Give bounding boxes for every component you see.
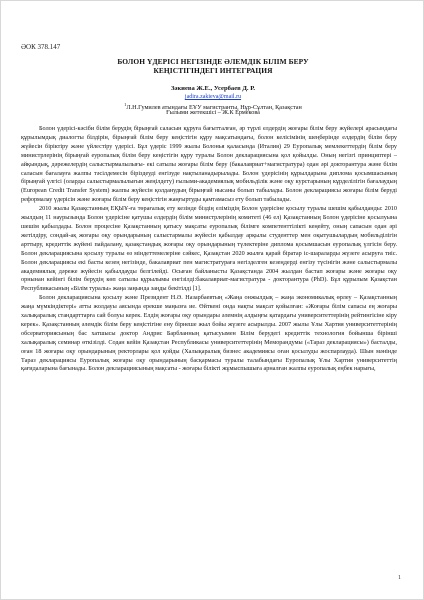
title-line-2: КЕҢІСТІГІНДЕГІ ИНТЕГРАЦИЯ	[153, 66, 273, 75]
affiliation-superscript: 1	[124, 102, 127, 107]
paragraph-3: Болон декларациясына қосылу және Президент Н.Ә. Назарбаевтың «Жаңа онжылдық – жаңа экономикалық өрлеу – Қазақстанның жаңа мүмкіндіктері» атты жолдауы аясында ерекше маңызға ие. Өйткені онда нақты мақсат қойылған: «Жоғары білім сапасы ең жоғары халықаралық стандарттарға сай болуы керек. Елдің жоғары оқу орындары әлемнің алдыңғы қатардағы университеттерінің рейтингісіне кіру керек». Қазақстанның әлемдік білім беру кеңістігіне ену бірнеше жыл бойы жүзеге асырылды. 2007 жылы Ұлы Хартия университеттерінің обсерваториясының бас хатшысы доктор Андрис Барбланның қатысуымен Білім берудегі кредиттік технология бойынша бірінші халықаралық семинар өткізілді. Содан кейін Қазақстан Республикасы университеттерінің Меморандумы («Тараз декларациясы») басталды, оған 18 жоғары оқу орындарының ректорлары қол қойды (Халықаралық бизнес академиясы оған қосылуды жоспарлауда). Шын мәнінде Тараз декларациясы Еуропалық жоғары оқу орындарының басқармасы туралы талабындағы Еуропалық Ұлы Хартия университеттің қағидаларына бағынады. Болон декларациясының мақсаты - жоғары білікті жұмыспышыға арналған жалпы еуропалық еңбек нарығы,	[21, 294, 397, 373]
paragraph-1: Болон үдерісі-кәсіби білім берудің бірыңғай саласын құруға бағытталған, әр түрлі елдердің жоғары білім беру жүйелері арасындағы құрылымдық диалогты білдірін, бірыңғай білім беру кеңістігін құру мақсатындағы, болон келісімінің шеңберінде елдердің білім беру жүйесін біріктіру және үйлестіру үдерісі. Бұл үдеріс 1999 жылы Болонья қаласында (Италия) 29 Еуропалық мемлекеттердің білім беру министрлерінің бірыңғай еуропалық білім беру кеңістігін құру туралы Болон декларациясына қол қойылды. Оның негізгі принциптері – айқындық, дәрежелердің салыстырмалылығы- екі сатылы жоғары білім беру (бакалавриат+магистратура) одан әрі докторантура және білім саласын бағалауға жалпы тәсілдемесін біріздеуді енгізуде нақтыланадырылады. Болон үдерісінің құрылдарына диплома қосымшасының бірыңғай үлгісі (оларды салыстырмалылығын жеңілдету) ғылыми-академиялық мобильділік және оқу курстарының кұрделілігін бағалаудың (European Credit Transfer System) жалпы жүйесін қолданудың бірыңғай нысаны болып табылады. Болон декларациясы жоғары білім беруді реформалау үдерісін және жоғары білім беру кеңістігін жаңғыртуды қамтамасыз ету болып табылады.	[21, 125, 397, 204]
paragraph-2: 2010 жылы Қазақстанның ЕҚЫҰ-ға төрағалық ету кезінде біздің еліміздің Болон үдерісіне қосылу туралы шешім қабылданды: 2010 жылдың 11 наурызында Болон үдерісіне қатушы елдердің білім министрлерінің комитеті (46 ел) Қазақстанның Болон үдерісіне қосылуына шешім қабылдады. Болон процесіне Қазақстанның қатысу мақсаты еуропалық білімге компетенттілікті кеңейту, оның сапасын одан әрі жетілдіру, сондай-ақ жоғары оқу орындарының салыстармалы жүйесін қабылдау арқылы студенттер мен оқытушылардың мобильділігін арттыру, кредиттік жүйені пайдалану, қазақстандық жоғары оқу орындарының түлектеріне диплома қосымшасын еуропалық үлгісін беру. Болон декларациясына қосылу туралы өз міндеттемелеріне сәйкес, Қазақстан 2020 жылға қарай біратар іс-шараларды жүзеге асыруға тиіс. Болон декларациясы екі басты кезең негізінде, бакалавриат пен магистратураға негізделген кезеңдерді енгізу түсінігін және салыстырмалы академиялық дәреже жүйесін қабылдауды белгілейді. Осыған байланысты Қазақстанда 2004 жылдан бастап жоғары және жоғары оқу орнынан кейінгі білім берудің көп сатылы құрылымы енгізілді:бакалавриат-магистратура - докторантура (PhD). Бұл құрылым Қазақстан Республикасының «Білім туралы» жаңа заңында заңды бекітілді [1].	[21, 205, 397, 293]
author-names: Зәкиева Ж.Е., Усербаев Д. Р.	[170, 85, 256, 92]
body-text	[21, 125, 397, 374]
affiliation-text: Л.Н.Гумилев атындағы ЕҰУ магистранты, Нұр-Сұлтан, Қазақстан	[126, 104, 302, 112]
title-line-1: БОЛОН ҮДЕРІСІ НЕГІЗІНДЕ ӘЛЕМДІК БІЛІМ БЕРУ	[117, 57, 309, 66]
page-number: 1	[398, 575, 401, 581]
paper-title	[41, 57, 385, 75]
scientific-advisor: Ғылыми жетекшісі – Ж.К Ермекова	[166, 109, 260, 116]
author-email-link[interactable]: jadira.zakieva@mail.ru	[184, 94, 242, 100]
udk-code: ӘОК 378.147	[21, 43, 61, 51]
